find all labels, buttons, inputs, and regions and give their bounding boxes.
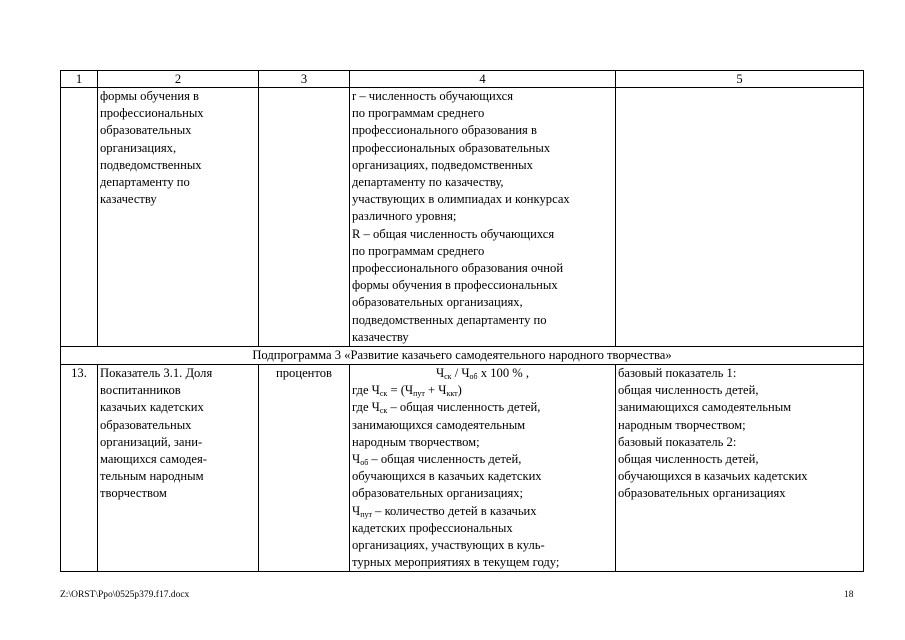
- formula-main: $Ч_{ск} / Ч_{об}$ х 100 % ,: [435, 366, 530, 382]
- header-cell: 5: [616, 71, 864, 88]
- base-indicator-cell: [616, 88, 864, 347]
- footer-file-path: Z:\ORST\Ppo\0525p379.f17.docx: [60, 590, 190, 600]
- formula-variable: $Ч_{об}$ – общая численность детей,: [352, 452, 522, 468]
- formula-cell: r – численность обучающихся по программам среднего профессионального образования в профессиональных образовательных организациях, подведомственных департаменту по казачеству, участвующих в олимпиадах и конкурсах различного уровня; R – общая численность обучающихся по программам среднего профессионального образования очной формы обучения в профессиональных образовательных организациях, подведомственных департаменту по казачеству: [350, 88, 616, 347]
- row-number-cell: [61, 88, 98, 347]
- formula-variable: где $Ч_{ск}$ – общая численность детей,: [352, 400, 541, 416]
- indicator-table: [60, 70, 864, 572]
- subprogram-row: [61, 347, 864, 365]
- indicator-name-cell: Показатель 3.1. Доля воспитанников казачьих кадетских образовательных организаций, зани- мающихся самодея- тельным народным творчеством: [98, 365, 259, 572]
- header-cell: 2: [98, 71, 259, 88]
- formula-definition: где $Ч_{ск} = (Ч_{пут} + Ч_{ккт})$: [352, 383, 462, 399]
- indicator-name-cell: формы обучения в профессиональных образовательных организациях, подведомственных департаменту по казачеству: [98, 88, 259, 347]
- page-number: 18: [844, 590, 854, 600]
- base-indicator-cell: базовый показатель 1: общая численность детей, занимающихся самодеятельным народным творчеством; базовый показатель 2: общая численность детей, обучающихся в казачьих кадетских образовательных организациях: [616, 365, 864, 572]
- header-cell: 1: [61, 71, 98, 88]
- unit-cell: процентов: [259, 365, 350, 572]
- formula-cell: $Ч_{ск} / Ч_{об}$ х 100 % , где $Ч_{ск} = (Ч_{пут} + Ч_{ккт})$ где $Ч_{ск}$ – общая численность детей, занимающихся самодеятельным народным творчеством; $Ч_{об}$ – общая численность детей, обучающихся в казачьих кадетских образовательных организациях; $Ч_{пут}$ – количество детей в казачьих кадетских профессиональных организациях, участвующих в куль- турных мероприятиях в текущем году;: [350, 365, 616, 572]
- table-row: [61, 365, 864, 572]
- header-cell: 3: [259, 71, 350, 88]
- formula-variable: $Ч_{пут}$ – количество детей в казачьих: [352, 503, 537, 519]
- row-number-cell: 13.: [61, 365, 98, 572]
- header-cell: 4: [350, 71, 616, 88]
- table-header-row: [61, 71, 864, 88]
- table-row: [61, 88, 864, 347]
- unit-cell: [259, 88, 350, 347]
- subprogram-title: Подпрограмма 3 «Развитие казачьего самодеятельного народного творчества»: [61, 347, 864, 365]
